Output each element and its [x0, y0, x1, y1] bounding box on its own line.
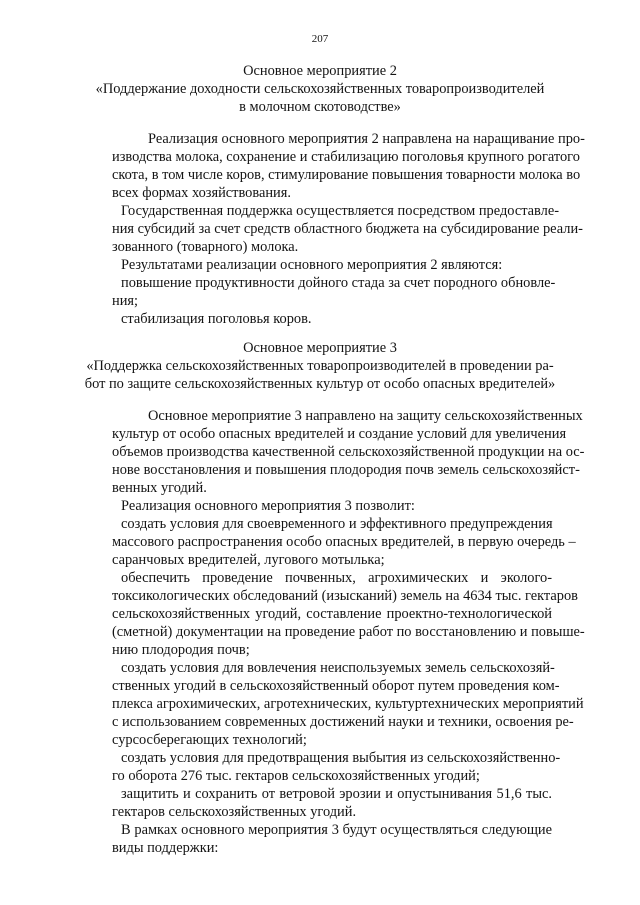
paragraph-line: культур от особо опасных вредителей и создание условий для увеличения [112, 426, 567, 442]
paragraph-line: В рамках основного мероприятия 3 будут осуществляться следующие [121, 822, 552, 838]
paragraph-line: всех формах хозяйствования. [112, 185, 291, 201]
paragraph-line: нове восстановления и повышения плодородия почв земель сельскохозяйст- [112, 462, 580, 478]
paragraph-line: объемов производства качественной сельскохозяйственной продукции на ос- [112, 444, 585, 460]
paragraph-line: плекса агрохимических, агротехнических, культуртехнических мероприятий [112, 696, 584, 712]
paragraph-line: сурсосберегающих технологий; [112, 732, 307, 748]
paragraph-line: обеспечить проведение почвенных, агрохимических и эколого- [121, 570, 552, 586]
section2-subtitle: «Поддержание доходности сельскохозяйственных товаропроизводителей [95, 81, 545, 97]
paragraph-line: нию плодородия почв; [112, 642, 250, 658]
paragraph-line: гектаров сельскохозяйственных угодий. [112, 804, 357, 820]
section2-subtitle: в молочном скотоводстве» [239, 99, 401, 115]
paragraph-line: создать условия для своевременного и эффективного предупреждения [121, 516, 553, 532]
paragraph-line: защитить и сохранить от ветровой эрозии и опустынивания 51,6 тыс. [121, 786, 552, 802]
paragraph-line: венных угодий. [112, 480, 207, 496]
paragraph-line: стабилизация поголовья коров. [121, 311, 312, 327]
paragraph-line: ственных угодий в сельскохозяйственный оборот путем проведения ком- [112, 678, 560, 694]
paragraph-line: (сметной) документации на проведение работ по восстановлению и повыше- [112, 624, 585, 640]
paragraph-line: создать условия для вовлечения неиспользуемых земель сельскохозяй- [121, 660, 555, 676]
paragraph-line: Реализация основного мероприятия 2 направлена на наращивание про- [148, 131, 585, 147]
section3-heading: Основное мероприятие 3 [243, 340, 397, 356]
page-number: 207 [311, 33, 329, 45]
paragraph-line: сельскохозяйственных угодий, составление проектно-технологической [112, 606, 552, 622]
paragraph-line: го оборота 276 тыс. гектаров сельскохозяйственных угодий; [112, 768, 480, 784]
section3-subtitle: бот по защите сельскохозяйственных культур от особо опасных вредителей» [84, 376, 556, 392]
paragraph-line: Реализация основного мероприятия 3 позволит: [121, 498, 415, 514]
paragraph-line: создать условия для предотвращения выбытия из сельскохозяйственно- [121, 750, 561, 766]
paragraph-line: Результатами реализации основного мероприятия 2 являются: [121, 257, 503, 273]
paragraph-line: саранчовых вредителей, лугового мотылька; [112, 552, 385, 568]
paragraph-line: Основное мероприятие 3 направлено на защиту сельскохозяйственных [148, 408, 583, 424]
paragraph-line: токсикологических обследований (изысканий) земель на 4634 тыс. гектаров [112, 588, 578, 604]
paragraph-line: с использованием современных достижений науки и техники, освоения ре- [112, 714, 574, 730]
section2-heading: Основное мероприятие 2 [243, 63, 397, 79]
section3-subtitle: «Поддержка сельскохозяйственных товаропроизводителей в проведении ра- [86, 358, 554, 374]
paragraph-line: повышение продуктивности дойного стада за счет породного обновле- [121, 275, 556, 291]
paragraph-line: скота, в том числе коров, стимулирование повышения товарности молока во [112, 167, 581, 183]
paragraph-line: ния; [112, 293, 139, 309]
paragraph-line: зованного (товарного) молока. [112, 239, 299, 255]
paragraph-line: изводства молока, сохранение и стабилизацию поголовья крупного рогатого [112, 149, 580, 165]
paragraph-line: ния субсидий за счет средств областного бюджета на субсидирование реали- [112, 221, 583, 237]
paragraph-line: виды поддержки: [112, 840, 219, 856]
paragraph-line: массового распространения особо опасных вредителей, в первую очередь – [112, 534, 576, 550]
paragraph-line: Государственная поддержка осуществляется посредством предоставле- [121, 203, 560, 219]
